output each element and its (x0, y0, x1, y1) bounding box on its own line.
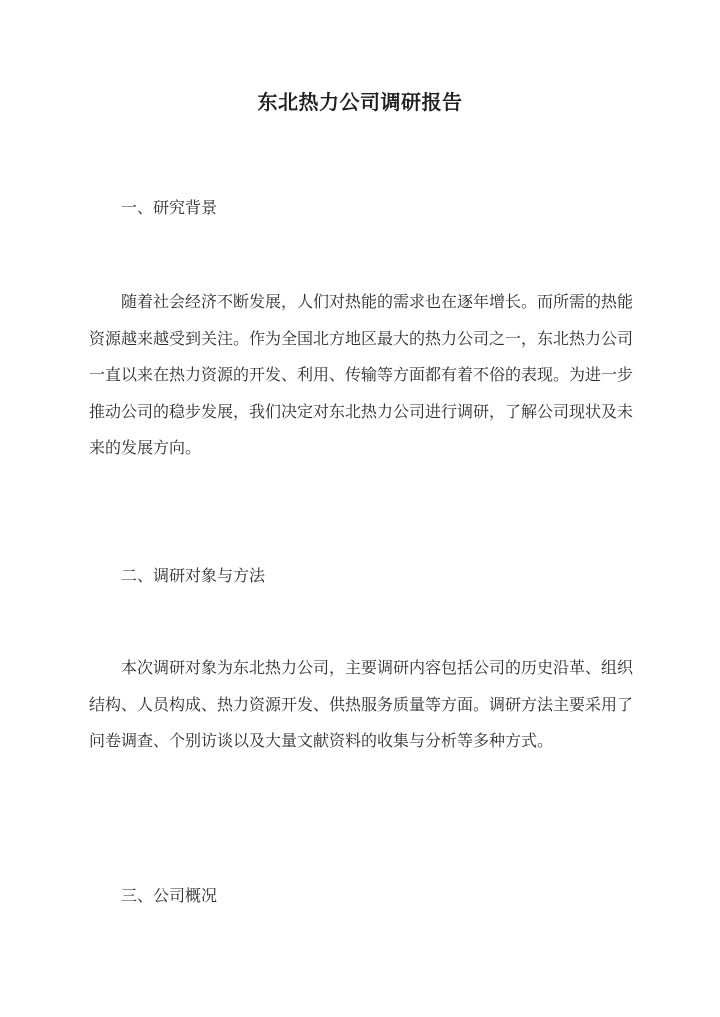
section-paragraph-background: 随着社会经济不断发展，人们对热能的需求也在逐年增长。而所需的热能资源越来越受到关注。作为全国北方地区最大的热力公司之一，东北热力公司一直以来在热力资源的开发、利用、传输等方面都有着不俗的表现。为进一步推动公司的稳步发展，我们决定对东北热力公司进行调研，了解公司现状及未来的发展方向。 (89, 292, 634, 457)
section-heading-background: 一、研究背景 (121, 198, 218, 217)
section-paragraph-subject-method: 本次调研对象为东北热力公司，主要调研内容包括公司的历史沿革、组织结构、人员构成、热力资源开发、供热服务质量等方面。调研方法主要采用了问卷调查、个别访谈以及大量文献资料的收集与分析等多种方式。 (89, 658, 634, 750)
document-title: 东北热力公司调研报告 (257, 90, 463, 114)
section-heading-company-overview: 三、公司概况 (121, 886, 218, 905)
section-heading-subject-method: 二、调研对象与方法 (121, 566, 266, 585)
